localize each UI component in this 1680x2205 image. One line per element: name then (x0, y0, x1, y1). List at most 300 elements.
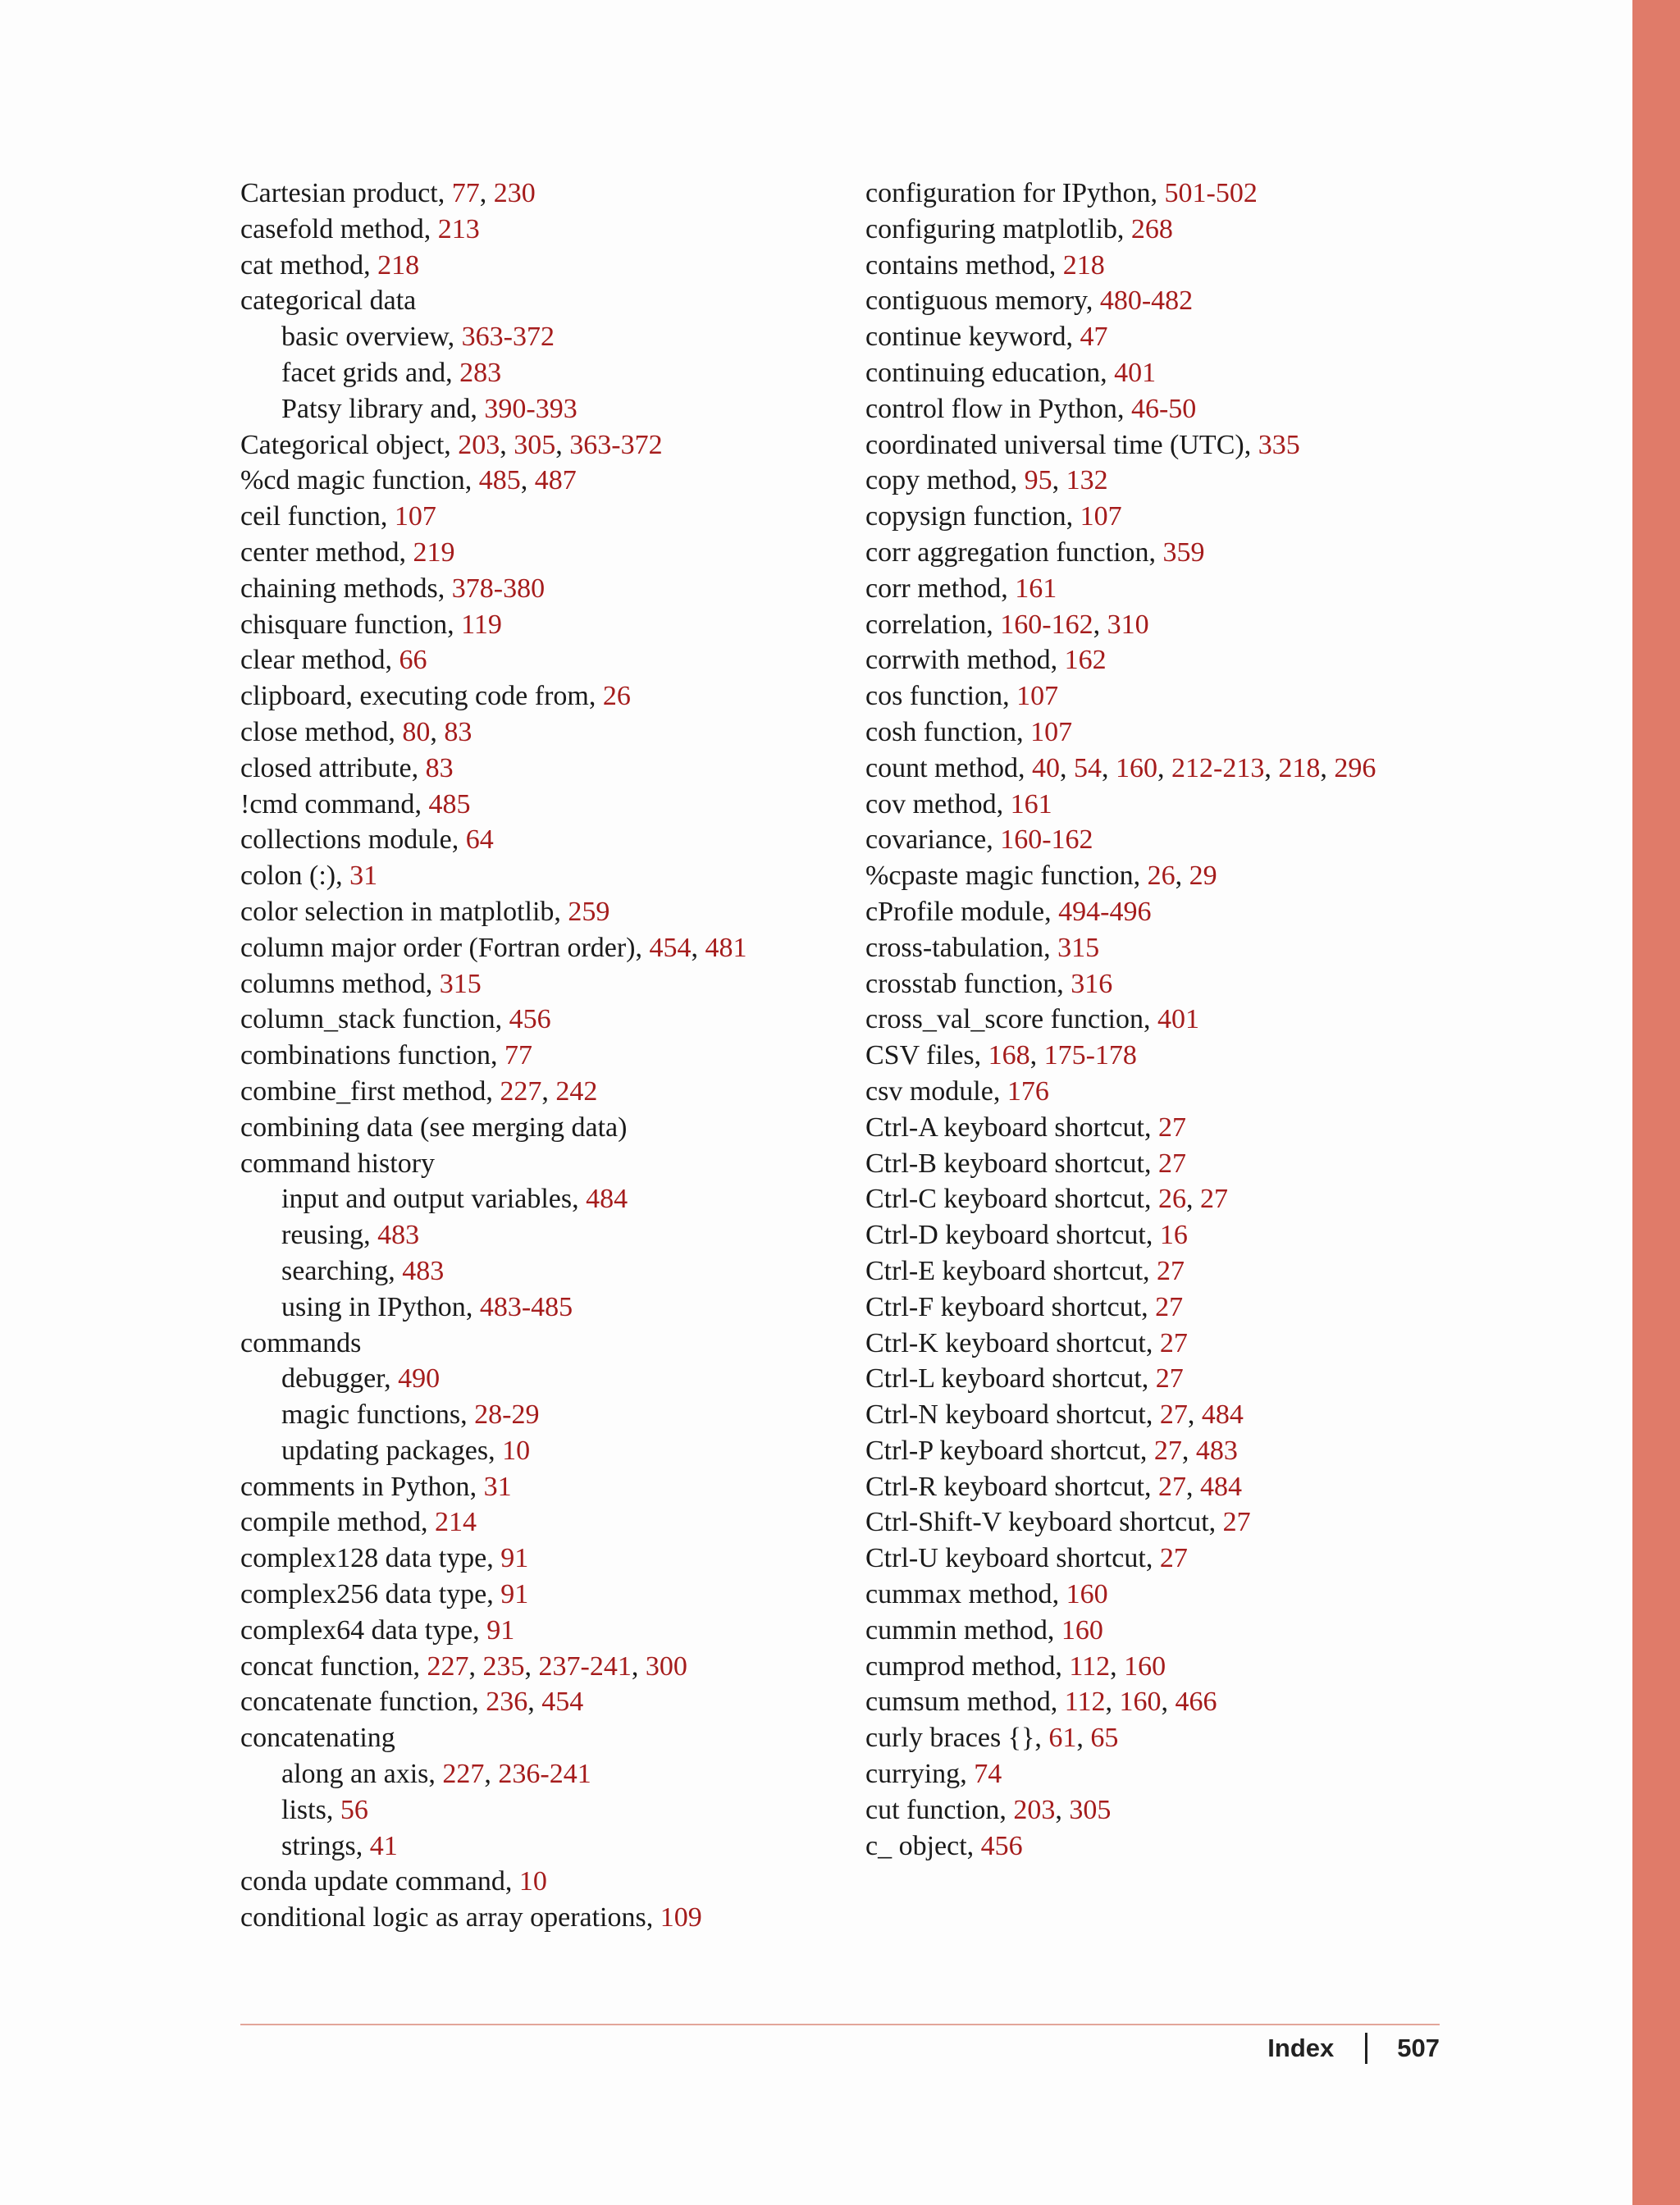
index-entry: cov method, 161 (865, 788, 1052, 819)
index-entry: contains method, 218 (865, 249, 1105, 281)
page-reference-link[interactable]: 300 (645, 1650, 687, 1682)
page-reference-link[interactable]: 112 (1069, 1650, 1111, 1682)
page-reference-link[interactable]: 64 (465, 824, 494, 856)
index-term: currying (865, 1759, 961, 1790)
page-reference-link[interactable]: 242 (555, 1075, 598, 1107)
page-reference-link[interactable]: 315 (439, 968, 482, 999)
page-reference-link[interactable]: 27 (1199, 1184, 1228, 1215)
page-reference-link[interactable]: 66 (399, 645, 427, 676)
page-reference-link[interactable]: 83 (425, 752, 454, 783)
index-entry: conditional logic as array operations, 109 (240, 1902, 702, 1933)
page-reference-link[interactable]: 27 (1159, 1327, 1188, 1358)
page-reference-link[interactable]: 41 (369, 1830, 398, 1861)
index-term: curly braces {} (865, 1723, 1035, 1754)
index-entry: cross_val_score function, 401 (865, 1004, 1199, 1035)
page-reference-link[interactable]: 315 (1057, 932, 1100, 963)
index-entry: configuration for IPython, 501-502 (865, 178, 1258, 208)
index-entry: ceil function, 107 (240, 501, 436, 532)
index-term: Ctrl-L keyboard shortcut (865, 1363, 1142, 1395)
index-entry: cut function, 203, 305 (865, 1794, 1112, 1825)
index-entry: chisquare function, 119 (240, 609, 502, 640)
index-entry: cummax method, 160 (865, 1579, 1108, 1610)
index-entry: cProfile module, 494-496 (865, 896, 1152, 927)
page-reference-link[interactable]: 227 (427, 1650, 469, 1682)
index-term: chisquare function (240, 609, 448, 640)
page-number: 507 (1397, 2034, 1440, 2062)
index-term: coordinated universal time (UTC) (865, 429, 1244, 460)
index-term: complex128 data type (240, 1543, 487, 1574)
index-term: debugger (281, 1363, 385, 1395)
page-reference-link[interactable]: 46-50 (1130, 393, 1197, 424)
index-term: crosstab function (865, 968, 1057, 999)
page-reference-link[interactable]: 107 (1080, 501, 1122, 532)
index-entry: Ctrl-N keyboard shortcut, 27, 484 (865, 1399, 1244, 1431)
index-entry: clipboard, executing code from, 26 (240, 681, 631, 712)
index-term: columns method (240, 968, 426, 999)
index-entry: complex128 data type, 91 (240, 1543, 529, 1574)
page-reference-link[interactable]: 26 (1157, 1184, 1186, 1215)
index-entry: configuring matplotlib, 268 (865, 213, 1173, 244)
page-reference-link[interactable]: 283 (459, 357, 502, 388)
page-reference-link[interactable]: 268 (1130, 213, 1173, 244)
index-term: compile method (240, 1507, 422, 1538)
page-reference-link[interactable]: 132 (1066, 465, 1108, 496)
page-reference-link[interactable]: 236-241 (498, 1759, 591, 1790)
index-subentry: lists, 56 (281, 1794, 368, 1825)
index-entry: correlation, 160-162, 310 (865, 609, 1149, 640)
index-term: cross_val_score function (865, 1004, 1144, 1035)
index-entry: currying, 74 (865, 1759, 1002, 1790)
index-entry: crosstab function, 316 (865, 968, 1113, 999)
index-entry: %cd magic function, 485, 487 (240, 465, 577, 496)
page-reference-link[interactable]: 47 (1080, 322, 1108, 353)
index-term: facet grids and (281, 357, 446, 388)
index-term: copysign function (865, 501, 1066, 532)
index-term: complex64 data type (240, 1614, 473, 1646)
page-reference-link[interactable]: 335 (1258, 429, 1300, 460)
page-reference-link[interactable]: 27 (1222, 1507, 1251, 1538)
page-reference-link[interactable]: 91 (486, 1614, 515, 1646)
index-term: !cmd command (240, 788, 415, 819)
index-term: basic overview (281, 322, 448, 353)
index-term: Ctrl-Shift-V keyboard shortcut (865, 1507, 1209, 1538)
index-entry: cumsum method, 112, 160, 466 (865, 1687, 1217, 1718)
page-reference-link[interactable]: 95 (1024, 465, 1052, 496)
index-term: Ctrl-E keyboard shortcut (865, 1255, 1144, 1286)
index-entry: column_stack function, 456 (240, 1004, 551, 1035)
page-reference-link[interactable]: 10 (502, 1435, 531, 1466)
page-reference-link[interactable]: 235 (482, 1650, 525, 1682)
index-entry: center method, 219 (240, 536, 455, 568)
index-entry: contiguous memory, 480-482 (865, 285, 1194, 317)
index-entry (240, 1720, 847, 1756)
index-entry: complex64 data type, 91 (240, 1614, 515, 1646)
page-reference-link[interactable]: 162 (1064, 645, 1107, 676)
index-term: lists (281, 1794, 326, 1825)
index-entry: copysign function, 107 (865, 501, 1122, 532)
index-entry: compile method, 214 (240, 1507, 477, 1538)
index-term: collections module (240, 824, 452, 856)
index-subentry: basic overview, 363-372 (281, 322, 555, 353)
index-entry: curly braces {}, 61, 65 (865, 1723, 1119, 1754)
index-entry: chaining methods, 378-380 (240, 573, 546, 604)
page-reference-link[interactable]: 212-213 (1171, 752, 1265, 783)
page-reference-link[interactable]: 259 (568, 896, 610, 927)
page-reference-link[interactable]: 305 (1069, 1794, 1112, 1825)
index-entry: CSV files, 168, 175-178 (865, 1040, 1137, 1071)
index-term: combining data (see merging data) (240, 1112, 628, 1143)
index-term: commands (240, 1327, 362, 1358)
index-term: input and output variables (281, 1184, 573, 1215)
page-reference-link[interactable]: 305 (514, 429, 556, 460)
page-reference-link[interactable]: 10 (518, 1866, 547, 1897)
index-entry: Ctrl-L keyboard shortcut, 27 (865, 1363, 1184, 1395)
index-term: concatenating (240, 1723, 395, 1754)
index-subentry: Patsy library and, 390-393 (281, 393, 578, 424)
page-reference-link[interactable]: 363-372 (569, 429, 663, 460)
page-reference-link[interactable]: 112 (1064, 1687, 1106, 1718)
index-term: Categorical object (240, 429, 445, 460)
index-entry: cross-tabulation, 315 (865, 932, 1100, 963)
index-term: conda update command (240, 1866, 505, 1897)
index-entry: complex256 data type, 91 (240, 1579, 529, 1610)
page-footer (1267, 2033, 1440, 2064)
page-reference-link[interactable]: 160 (1124, 1650, 1166, 1682)
page-reference-link[interactable]: 65 (1090, 1723, 1119, 1754)
page-reference-link[interactable]: 494-496 (1058, 896, 1152, 927)
index-entry (240, 283, 847, 319)
index-term: continue keyword (865, 322, 1066, 353)
page-reference-link[interactable]: 160 (1061, 1614, 1103, 1646)
page-reference-link[interactable]: 176 (1007, 1075, 1049, 1107)
page-reference-link[interactable]: 107 (1016, 681, 1059, 712)
index-entry: !cmd command, 485 (240, 788, 471, 819)
index-entry (240, 1146, 847, 1182)
index-entry: continue keyword, 47 (865, 322, 1108, 353)
page-reference-link[interactable]: 484 (1199, 1471, 1242, 1502)
index-term: cos function (865, 681, 1003, 712)
page-reference-link[interactable]: 237-241 (538, 1650, 632, 1682)
page-reference-link[interactable]: 160-162 (1000, 609, 1093, 640)
index-term: combine_first method (240, 1075, 486, 1107)
index-term: cummax method (865, 1579, 1052, 1610)
index-entry: cosh function, 107 (865, 716, 1073, 747)
index-entry: Ctrl-U keyboard shortcut, 27 (865, 1543, 1188, 1574)
index-term: concat function (240, 1650, 413, 1682)
index-term: count method (865, 752, 1019, 783)
page-reference-link[interactable]: 31 (349, 861, 378, 892)
index-term: Cartesian product (240, 178, 438, 208)
index-entry: Ctrl-K keyboard shortcut, 27 (865, 1327, 1188, 1358)
index-entry: continuing education, 401 (865, 357, 1157, 388)
index-term: ceil function (240, 501, 381, 532)
index-entry: columns method, 315 (240, 968, 482, 999)
page-reference-link[interactable]: 77 (451, 178, 480, 208)
index-term: %cd magic function (240, 465, 465, 496)
page-reference-link[interactable]: 40 (1032, 752, 1061, 783)
index-term: control flow in Python (865, 393, 1117, 424)
index-term: strings (281, 1830, 356, 1861)
page-reference-link[interactable]: 107 (1030, 716, 1073, 747)
page-reference-link[interactable]: 77 (504, 1040, 533, 1071)
page-reference-link[interactable]: 219 (413, 536, 455, 568)
index-term: cat method (240, 249, 364, 281)
index-subentry: debugger, 490 (281, 1363, 441, 1395)
index-column-right (865, 176, 1604, 1864)
index-term: reusing (281, 1220, 364, 1251)
page-reference-link[interactable]: 378-380 (451, 573, 546, 604)
page-reference-link[interactable]: 227 (500, 1075, 542, 1107)
index-term: clear method (240, 645, 386, 676)
page-reference-link[interactable]: 26 (602, 681, 631, 712)
page-reference-link[interactable]: 175-178 (1043, 1040, 1137, 1071)
index-term: searching (281, 1255, 389, 1286)
index-term: cumsum method (865, 1687, 1051, 1718)
index-term: corr method (865, 573, 1002, 604)
index-term: continuing education (865, 357, 1101, 388)
footer-divider (1365, 2033, 1367, 2064)
index-term: updating packages (281, 1435, 489, 1466)
page-reference-link[interactable]: 91 (500, 1543, 529, 1574)
index-entry: corr aggregation function, 359 (865, 536, 1205, 568)
page-reference-link[interactable]: 160-162 (1000, 824, 1093, 856)
index-term: Ctrl-D keyboard shortcut (865, 1220, 1146, 1251)
index-term: Ctrl-P keyboard shortcut (865, 1435, 1140, 1466)
index-entry: Ctrl-R keyboard shortcut, 27, 484 (865, 1471, 1242, 1502)
page-reference-link[interactable]: 501-502 (1164, 178, 1258, 208)
page-reference-link[interactable]: 466 (1175, 1687, 1217, 1718)
index-entry: colon (:), 31 (240, 861, 378, 892)
index-term: cross-tabulation (865, 932, 1044, 963)
index-term: Ctrl-A keyboard shortcut (865, 1112, 1144, 1143)
page-reference-link[interactable]: 390-393 (484, 393, 578, 424)
page-reference-link[interactable]: 27 (1155, 1291, 1184, 1322)
index-term: configuration for IPython (865, 178, 1151, 208)
index-entry: Ctrl-C keyboard shortcut, 26, 27 (865, 1184, 1228, 1215)
index-entry: cos function, 107 (865, 681, 1059, 712)
page-reference-link[interactable]: 454 (649, 932, 692, 963)
page-reference-link[interactable]: 27 (1157, 1255, 1185, 1286)
index-term: center method (240, 536, 399, 568)
index-subentry: reusing, 483 (281, 1220, 420, 1251)
index-term: corrwith method (865, 645, 1051, 676)
index-term: comments in Python (240, 1471, 470, 1502)
index-entry: close method, 80, 83 (240, 716, 472, 747)
page-reference-link[interactable]: 487 (534, 465, 577, 496)
index-entry: combine_first method, 227, 242 (240, 1075, 598, 1107)
page-reference-link[interactable]: 56 (340, 1794, 368, 1825)
index-entry: concat function, 227, 235, 237-241, 300 (240, 1650, 687, 1682)
index-term: complex256 data type (240, 1579, 487, 1610)
page-reference-link[interactable]: 27 (1159, 1399, 1188, 1431)
page-reference-link[interactable]: 26 (1147, 861, 1176, 892)
page-reference-link[interactable]: 160 (1116, 752, 1158, 783)
page-reference-link[interactable]: 363-372 (461, 322, 555, 353)
index-subentry: updating packages, 10 (281, 1435, 531, 1466)
page-reference-link[interactable]: 483 (377, 1220, 420, 1251)
index-subentry: input and output variables, 484 (281, 1184, 628, 1215)
page-reference-link[interactable]: 218 (1278, 752, 1321, 783)
index-column-left (240, 176, 847, 1936)
index-term: Patsy library and (281, 393, 471, 424)
page-reference-link[interactable]: 484 (586, 1184, 628, 1215)
index-entry: control flow in Python, 46-50 (865, 393, 1197, 424)
index-entry: c_ object, 456 (865, 1830, 1023, 1861)
index-term: concatenate function (240, 1687, 472, 1718)
index-entry: column major order (Fortran order), 454, 481 (240, 932, 747, 963)
index-entry: concatenate function, 236, 454 (240, 1687, 584, 1718)
index-term: column major order (Fortran order) (240, 932, 636, 963)
page-reference-link[interactable]: 161 (1015, 573, 1057, 604)
page-reference-link[interactable]: 160 (1119, 1687, 1162, 1718)
page-reference-link[interactable]: 218 (377, 249, 420, 281)
page-reference-link[interactable]: 218 (1062, 249, 1105, 281)
page-reference-link[interactable]: 359 (1162, 536, 1205, 568)
index-entry: cumprod method, 112, 160 (865, 1650, 1166, 1682)
page-reference-link[interactable]: 31 (483, 1471, 512, 1502)
index-term: clipboard, executing code from (240, 681, 589, 712)
page-reference-link[interactable]: 490 (398, 1363, 441, 1395)
page-reference-link[interactable]: 316 (1071, 968, 1113, 999)
index-term: configuring matplotlib (865, 213, 1117, 244)
index-entry: casefold method, 213 (240, 213, 480, 244)
page-reference-link[interactable]: 74 (974, 1759, 1002, 1790)
page-reference-link[interactable]: 28-29 (474, 1399, 540, 1431)
index-entry: Ctrl-P keyboard shortcut, 27, 483 (865, 1435, 1238, 1466)
page-reference-link[interactable]: 485 (478, 465, 521, 496)
page-reference-link[interactable]: 236 (486, 1687, 528, 1718)
index-term: Ctrl-N keyboard shortcut (865, 1399, 1146, 1431)
index-entry: cummin method, 160 (865, 1614, 1103, 1646)
index-entry: Ctrl-F keyboard shortcut, 27 (865, 1291, 1184, 1322)
page-reference-link[interactable]: 483 (402, 1255, 445, 1286)
index-term: cumprod method (865, 1650, 1056, 1682)
index-entry: Ctrl-D keyboard shortcut, 16 (865, 1220, 1188, 1251)
page-reference-link[interactable]: 456 (509, 1004, 551, 1035)
index-entry: cat method, 218 (240, 249, 420, 281)
page-reference-link[interactable]: 310 (1107, 609, 1149, 640)
index-entry: Categorical object, 203, 305, 363-372 (240, 429, 663, 460)
index-entry: Ctrl-A keyboard shortcut, 27 (865, 1112, 1186, 1143)
page-reference-link[interactable]: 484 (1201, 1399, 1244, 1431)
page-reference-link[interactable]: 483-485 (479, 1291, 573, 1322)
index-term: Ctrl-F keyboard shortcut (865, 1291, 1142, 1322)
index-term: along an axis (281, 1759, 429, 1790)
page-reference-link[interactable]: 168 (988, 1040, 1030, 1071)
page-reference-link[interactable]: 160 (1066, 1579, 1108, 1610)
index-term: cosh function (865, 716, 1017, 747)
index-term: magic functions (281, 1399, 461, 1431)
page-reference-link[interactable]: 203 (1013, 1794, 1056, 1825)
page-reference-link[interactable]: 80 (402, 716, 431, 747)
footer-section-label: Index (1267, 2034, 1335, 2062)
index-subentry: searching, 483 (281, 1255, 445, 1286)
index-entry: collections module, 64 (240, 824, 494, 856)
index-entry: coordinated universal time (UTC), 335 (865, 429, 1300, 460)
index-term: column_stack function (240, 1004, 495, 1035)
index-term: contains method (865, 249, 1049, 281)
index-term: cummin method (865, 1614, 1048, 1646)
page-reference-link[interactable]: 230 (493, 178, 536, 208)
index-entry: copy method, 95, 132 (865, 465, 1108, 496)
page-reference-link[interactable]: 454 (541, 1687, 584, 1718)
index-term: combinations function (240, 1040, 491, 1071)
page-reference-link[interactable]: 27 (1157, 1471, 1186, 1502)
page-reference-link[interactable]: 83 (444, 716, 472, 747)
index-entry: csv module, 176 (865, 1075, 1049, 1107)
page-reference-link[interactable]: 214 (435, 1507, 477, 1538)
footer-rule (240, 2024, 1440, 2025)
page-reference-link[interactable]: 203 (458, 429, 500, 460)
page-reference-link[interactable]: 401 (1114, 357, 1157, 388)
index-entry: Ctrl-B keyboard shortcut, 27 (865, 1148, 1186, 1179)
index-subentry: magic functions, 28-29 (281, 1399, 540, 1431)
page-reference-link[interactable]: 401 (1157, 1004, 1199, 1035)
page-reference-link[interactable]: 27 (1157, 1112, 1186, 1143)
page-reference-link[interactable]: 480-482 (1099, 285, 1194, 317)
index-term: command history (240, 1148, 436, 1179)
index-term: correlation (865, 609, 987, 640)
page-reference-link[interactable]: 27 (1153, 1435, 1182, 1466)
page-reference-link[interactable]: 483 (1195, 1435, 1238, 1466)
index-subentry: facet grids and, 283 (281, 357, 502, 388)
index-term: contiguous memory (865, 285, 1086, 317)
page-reference-link[interactable]: 107 (394, 501, 436, 532)
page-reference-link[interactable]: 54 (1074, 752, 1102, 783)
page-reference-link[interactable]: 227 (442, 1759, 485, 1790)
page-reference-link[interactable]: 161 (1010, 788, 1052, 819)
index-term: casefold method (240, 213, 424, 244)
index-term: Ctrl-K keyboard shortcut (865, 1327, 1146, 1358)
page-reference-link[interactable]: 485 (428, 788, 471, 819)
index-term: Ctrl-R keyboard shortcut (865, 1471, 1144, 1502)
page-reference-link[interactable]: 27 (1157, 1148, 1186, 1179)
index-term: CSV files (865, 1040, 975, 1071)
index-term: close method (240, 716, 389, 747)
accent-side-bar (1632, 0, 1680, 2205)
page-reference-link[interactable]: 61 (1048, 1723, 1077, 1754)
index-entry: %cpaste magic function, 26, 29 (865, 861, 1217, 892)
index-subentry: using in IPython, 483-485 (281, 1291, 573, 1322)
index-term: cov method (865, 788, 997, 819)
index-subentry: along an axis, 227, 236-241 (281, 1759, 591, 1790)
index-entry: corrwith method, 162 (865, 645, 1107, 676)
index-term: colon (:) (240, 861, 336, 892)
page-reference-link[interactable]: 456 (980, 1830, 1023, 1861)
index-term: chaining methods (240, 573, 438, 604)
index-entry: covariance, 160-162 (865, 824, 1093, 856)
page-reference-link[interactable]: 27 (1155, 1363, 1184, 1395)
index-term: copy method (865, 465, 1011, 496)
page-reference-link[interactable]: 27 (1159, 1543, 1188, 1574)
page-reference-link[interactable]: 213 (437, 213, 480, 244)
index-entry: conda update command, 10 (240, 1866, 547, 1897)
index-entry: clear method, 66 (240, 645, 427, 676)
index-term: %cpaste magic function (865, 861, 1134, 892)
index-term: csv module (865, 1075, 993, 1107)
index-term: c_ object (865, 1830, 967, 1861)
index-subentry: strings, 41 (281, 1830, 398, 1861)
page-reference-link[interactable]: 29 (1189, 861, 1217, 892)
page-reference-link[interactable]: 91 (500, 1579, 529, 1610)
page-reference-link[interactable]: 296 (1334, 752, 1376, 783)
page-reference-link[interactable]: 481 (705, 932, 747, 963)
index-entry: count method, 40, 54, 160, 212-213, 218, 296 (865, 752, 1376, 783)
page-reference-link[interactable]: 16 (1159, 1220, 1188, 1251)
page-reference-link[interactable]: 119 (461, 609, 502, 640)
index-term: Ctrl-C keyboard shortcut (865, 1184, 1144, 1215)
page-reference-link[interactable]: 109 (660, 1902, 702, 1933)
